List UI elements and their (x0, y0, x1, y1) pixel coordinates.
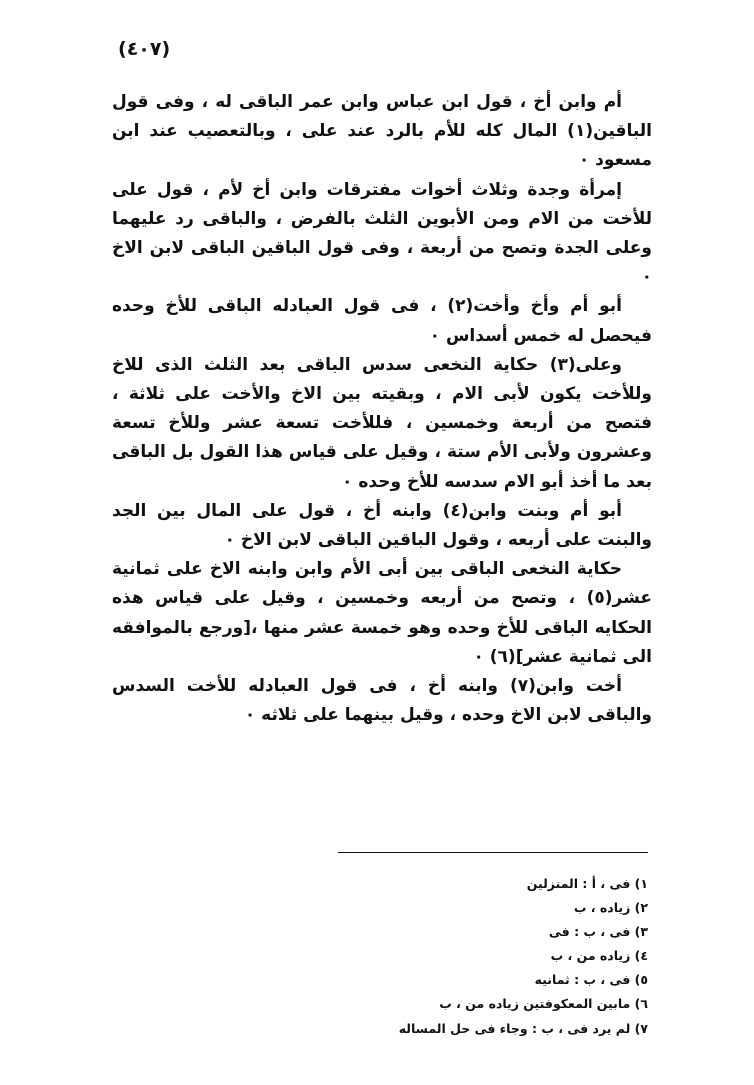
footnotes (300, 872, 648, 1041)
paragraph: أبو أم وأخ وأخت(٢) ، فى قول العبادله الباقى للأخ وحده فيحصل له خمس أسداس ٠ (112, 296, 652, 346)
paragraph: وعلى(٣) حكاية النخعى سدس الباقى بعد الثلث الذى للاخ وللأخت يكون لأبى الام ، وبقيته بين الاخ والأخت على ثلاثة ، فتصح من أربعة وخمسين ، فللأخت تسعة عشر وللأخ تسعة وعشرون ولأبى الأم ستة ، وقيل على قياس هذا القول بل الباقى بعد ما أخذ أبو الام سدسه للأخ وحده ٠ (112, 354, 652, 492)
footnote: ٦) مابين المعكوفتين زياده من ، ب (439, 996, 648, 1012)
paragraph: أم وابن أخ ، قول ابن عباس وابن عمر الباقى له ، وفى قول الباقين(١) المال كله للأم بالرد عند على ، وبالتعصيب عند ابن مسعود ٠ (112, 92, 652, 171)
paragraph: أبو أم وبنت وابن(٤) وابنه أخ ، قول على المال بين الجد والبنت على أربعه ، وقول الباقين الباقى لابن الاخ ٠ (112, 500, 652, 551)
footnote: ٧) لم يرد فى ، ب : وجاء فى حل المساله (398, 1020, 648, 1036)
paragraph: إمرأة وجدة وثلاث أخوات مفترقات وابن أخ لأم ، قول على للأخت من الام ومن الأبوين الثلث بالفرض ، والباقى رد عليهما وعلى الجدة وتصح من أربعة ، وفى قول الباقين الباقى لابن الاخ ٠ (112, 179, 652, 288)
paragraph: حكاية النخعى الباقى بين أبى الأم وابن وابنه الاخ على ثمانية عشر(٥) ، وتصح من أربعه وخمسين ، وقيل على قياس هذه الحكايه الباقى للأخ وحده وهو خمسة عشر منها ،[ورجع بالموافقه الى ثمانية عشر](٦) ٠ (112, 559, 652, 667)
page-number: (٤٠٧) (118, 38, 171, 60)
footnote: ٥) فى ، ب : ثمانيه (534, 972, 648, 988)
paragraph: أخت وابن(٧) وابنه أخ ، فى قول العبادله للأخت السدس والباقى لابن الاخ وحده ، وقيل بينهما على ثلاثه ٠ (112, 676, 652, 726)
footnote: ٣) فى ، ب : فى (548, 924, 648, 940)
footnote: ٤) زياده من ، ب (550, 948, 648, 964)
footnote-divider (338, 852, 648, 853)
main-text (112, 88, 652, 730)
footnote: ١) فى ، أ : المنزلين (526, 876, 648, 891)
footnote: ٢) زياده ، ب (573, 900, 648, 916)
